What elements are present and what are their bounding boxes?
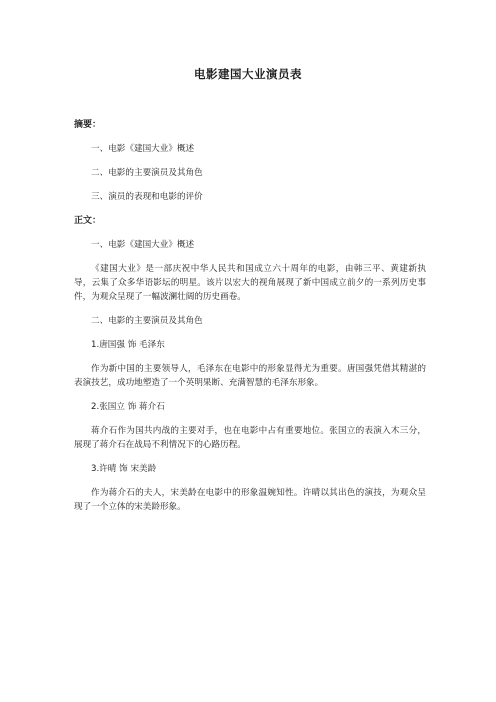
actor-3-label: 3.许晴 饰 宋美龄 xyxy=(91,464,157,474)
actor-1-label: 1.唐国强 饰 毛泽东 xyxy=(91,340,165,350)
abstract-item-1: 一、电影《建国大业》概述 xyxy=(91,144,195,154)
document-content xyxy=(74,118,426,524)
body-heading: 正文： xyxy=(74,216,102,226)
abstract-item-2: 二、电影的主要演员及其角色 xyxy=(91,168,203,178)
abstract-item-3: 三、演员的表现和电影的评价 xyxy=(91,192,203,202)
actor-1-paragraph: 作为新中国的主要领导人，毛泽东在电影中的形象显得尤为重要。唐国强凭借其精湛的表演技艺，成功地塑造了一个英明果断、充满智慧的毛泽东形象。 xyxy=(74,364,426,388)
actor-2-label: 2.张国立 饰 蒋介石 xyxy=(91,402,165,412)
section1-paragraph: 《建国大业》是一部庆祝中华人民共和国成立六十周年的电影，由韩三平、黄建新执导，云集了众多华语影坛的明星。该片以宏大的视角展现了新中国成立前夕的一系列历史事件，为观众呈现了一幅波澜壮阔的历史画卷。 xyxy=(74,264,426,302)
abstract-heading: 摘要： xyxy=(74,120,102,130)
page-title: 电影建国大业演员表 xyxy=(194,67,302,81)
actor-2-paragraph: 蒋介石作为国共内战的主要对手，也在电影中占有重要地位。张国立的表演入木三分，展现了蒋介石在战局不利情况下的心路历程。 xyxy=(74,426,426,450)
section1-title: 一、电影《建国大业》概述 xyxy=(91,240,195,250)
section2-title: 二、电影的主要演员及其角色 xyxy=(91,316,203,326)
actor-3-paragraph: 作为蒋介石的夫人，宋美龄在电影中的形象温婉知性。许晴以其出色的演技，为观众呈现了一个立体的宋美龄形象。 xyxy=(74,488,426,512)
